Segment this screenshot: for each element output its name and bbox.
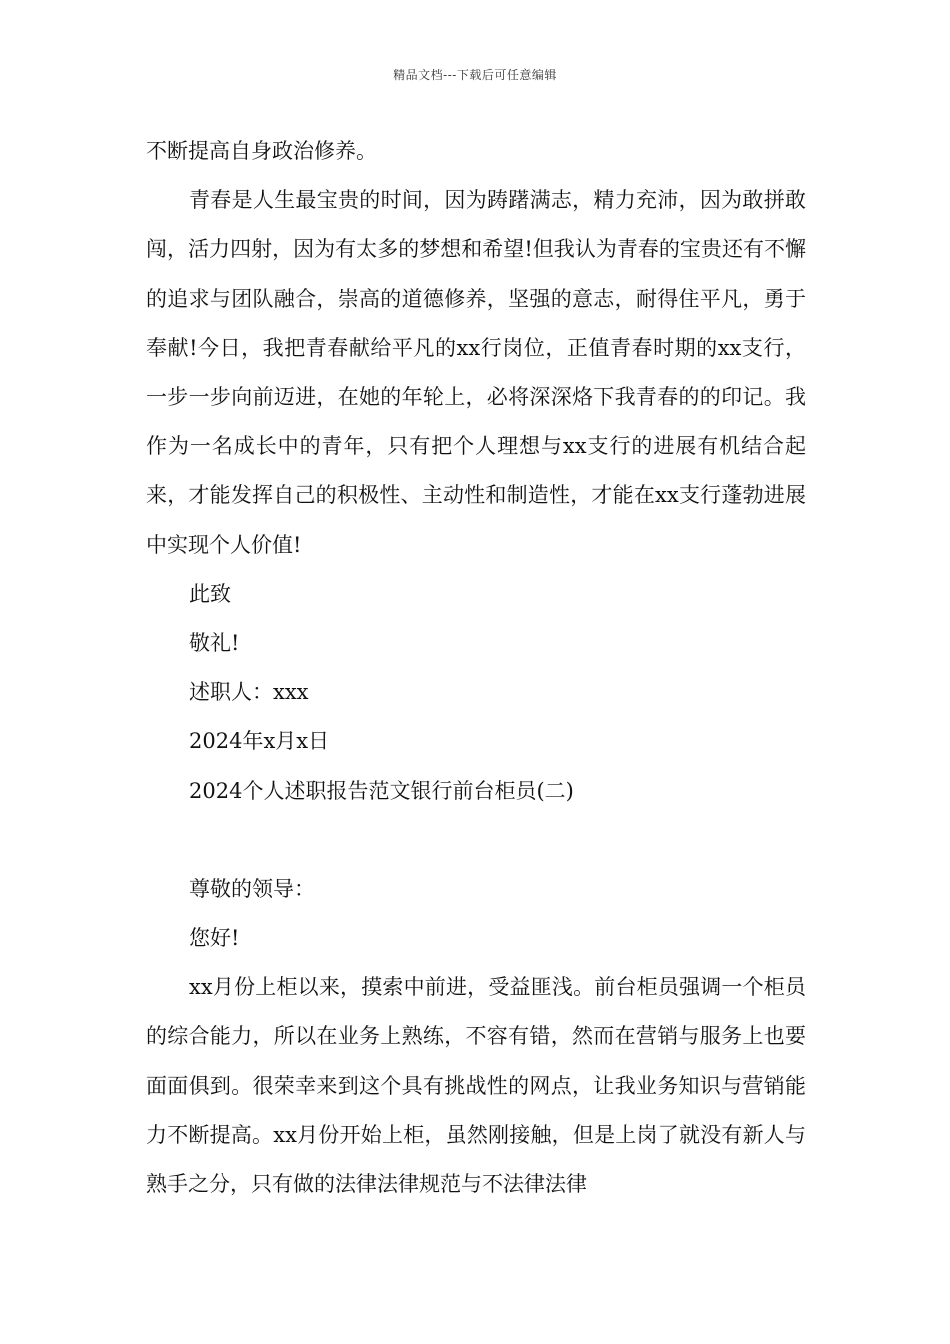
section-title: 2024个人述职报告范文银行前台柜员(二) xyxy=(189,778,574,803)
signature-line: 述职人：xxx xyxy=(189,680,309,705)
paragraph-continuation: 不断提高自身政治修养。 xyxy=(146,139,377,163)
closing-salutation: 此致 xyxy=(189,581,231,606)
paragraph-youth: 青春是人生最宝贵的时间，因为踌躇满志，精力充沛，因为敢拼敢闯，活力四射，因为有太多的梦想和希望!但我认为青春的宝贵还有不懈的追求与团队融合，崇高的道德修养，坚强的意志，耐得住平凡，勇于奉献!今日，我把青春献给平凡的xx行岗位，正值青春时期的xx支行，一步一步向前迈进，在她的年轮上，必将深深烙下我青春的的印记。我作为一名成长中的青年，只有把个人理想与xx支行的进展有机结合起来，才能发挥自己的积极性、主动性和制造性，才能在xx支行蓬勃进展中实现个人价值! xyxy=(146,188,806,557)
document-body xyxy=(146,127,806,1209)
date-line: 2024年x月x日 xyxy=(189,729,330,754)
closing-regards: 敬礼! xyxy=(189,631,240,656)
greeting-line: 尊敬的领导： xyxy=(189,876,315,901)
greeting-hello: 您好! xyxy=(189,926,240,951)
page-header: 精品文档---下载后可任意编辑 xyxy=(393,68,557,82)
paragraph-teller: xx月份上柜以来，摸索中前进，受益匪浅。前台柜员强调一个柜员的综合能力，所以在业务上熟练，不容有错，然而在营销与服务上也要面面俱到。很荣幸来到这个具有挑战性的网点，让我业务知识与营销能力不断提高。xx月份开始上柜，虽然刚接触，但是上岗了就没有新人与熟手之分，只有做的法律法律规范与不法律法律 xyxy=(146,975,806,1197)
blank-line xyxy=(146,816,806,865)
